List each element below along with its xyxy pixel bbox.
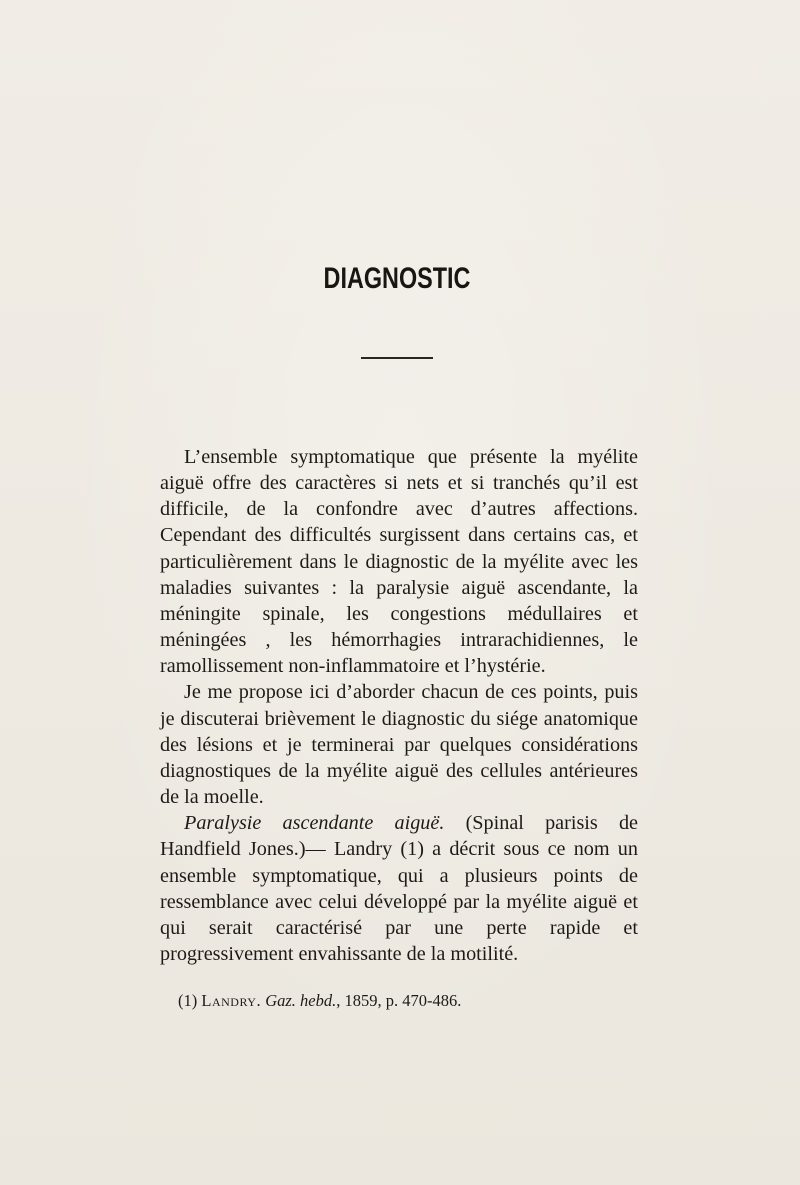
body-text [160,444,638,967]
title-rule [361,357,433,359]
paragraph-paralysie [160,810,638,967]
footnote-journal: Gaz. hebd. [265,991,337,1010]
footnote-details: , 1859, p. 470-486. [336,991,462,1010]
paragraph-lead-heading: Paralysie ascendante aiguë. [184,812,445,835]
page-title: DIAGNOSTIC [323,262,471,295]
paragraph-intro: L’ensemble symptomatique que présente la myélite aiguë offre des caractères si nets et si tranchés qu’il est difficile, de la confondre avec d’autres affections. Cependant des difficultés surgissent dans certains cas, et particulièrement dans le diagnostic de la myélite avec les maladies suivantes : la paralysie aiguë ascendante, la méningite spinale, les congestions médullaires et méningées , les hémorrhagies intrarachidiennes, le ramollissement non-inflammatoire et l’hystérie. [160,446,638,678]
paragraph-paralysie-text: (Spinal parisis de Handfield Jones.)— Landry (1) a décrit sous ce nom un ensemble symptomatique, qui a plusieurs points de ressemblance avec celui développé par la myélite aiguë et qui serait caractérisé par une perte rapide et progressivement envahissante de la motilité. [160,812,638,965]
footnote-author: Landry. [201,991,262,1010]
paragraph-plan: Je me propose ici d’aborder chacun de ces points, puis je discuterai brièvement le diagnostic du siége anatomique des lésions et je terminerai par quelques considérations diagnostiques de la myélite aiguë des cellules antérieures de la moelle. [160,681,638,809]
footnote-marker: (1) [178,991,198,1010]
footnote [178,990,638,1012]
